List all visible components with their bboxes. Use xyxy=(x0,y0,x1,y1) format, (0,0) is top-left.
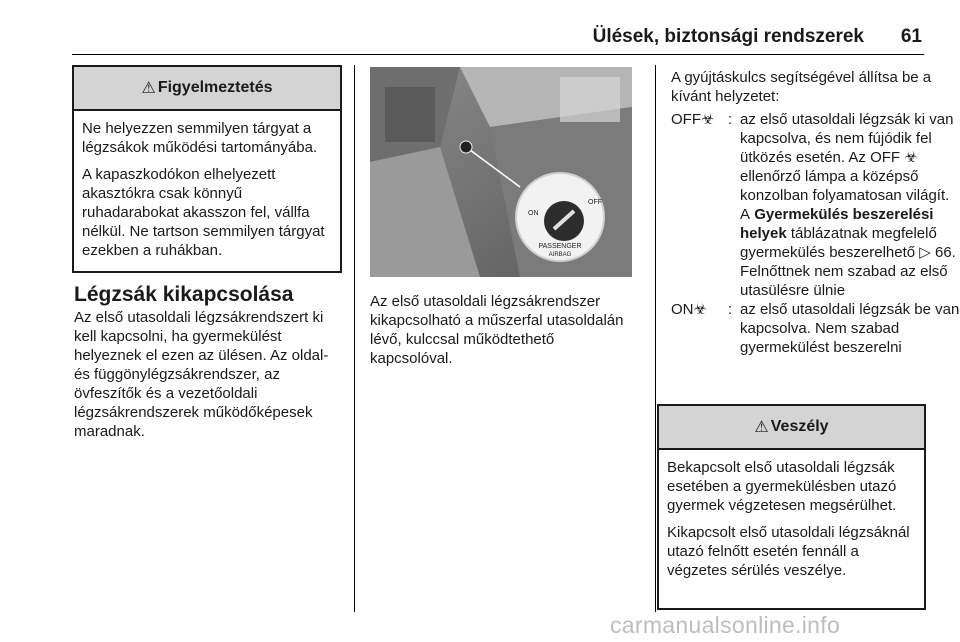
column-divider-left xyxy=(354,65,355,612)
figure-caption: Az első utasoldali légzsákrendszer kikapcsolható a műszerfal utasoldalán lévő, kulccsal működtethető kapcsolóval. xyxy=(370,293,624,367)
danger-box-header xyxy=(659,406,924,450)
section-heading: Légzsák kikapcsolása xyxy=(74,283,294,306)
definition-text: az első utasoldali légzsák ki van kapcsolva, és nem fújódik fel ütközés esetén. Az OFF ☣ ellenőrző lámpa a középső konzolban folyamatosan világít. A Gyermekülés beszerelési helyek táblázatnak megfelelő gyermekülés beszerelhető ▷ 66. Felnőttnek nem szabad az első utasülésre ülnie xyxy=(740,111,956,299)
warning-box xyxy=(72,65,342,273)
watermark: carmanualsonline.info xyxy=(610,612,841,638)
running-header: Ülések, biztonsági rendszerek xyxy=(592,26,864,47)
intro-paragraph: A gyújtáskulcs segítségével állítsa be a kívánt helyzetet: xyxy=(671,69,932,105)
switch-airbag-label: AIRBAG xyxy=(548,252,572,258)
warning-triangle-icon: ⚠ xyxy=(754,419,769,436)
warning-paragraph: Ne helyezzen semmilyen tárgyat a légzsákok működési tartományába. xyxy=(82,120,318,156)
airbag-on-icon: ☣ xyxy=(693,301,707,318)
warning-box-body xyxy=(74,111,340,260)
definition-text: az első utasoldali légzsák be van kapcsolva. Nem szabad gyermekülést beszerelni xyxy=(740,301,960,356)
switch-on-label: ON xyxy=(528,210,539,217)
danger-paragraph: Kikapcsolt első utasoldali légzsáknál utazó felnőtt esetén fennáll a végzetes sérülés veszélye. xyxy=(667,524,910,579)
switch-off-label: OFF xyxy=(588,199,602,206)
danger-box-title: Veszély xyxy=(770,418,829,435)
column-divider-right xyxy=(655,65,656,612)
warning-box-title: Figyelmeztetés xyxy=(157,79,273,96)
section-paragraph: Az első utasoldali légzsákrendszert ki kell kapcsolni, ha gyermekülést helyeznek el ezen az ülésen. Az oldal- és függönylégzsákrendszer, az övfeszítők és a vezetőoldali légzsákrendszerek működőképesek maradnak. xyxy=(74,309,329,440)
definition-term: ON☣ xyxy=(671,301,707,318)
definition-term: OFF☣ xyxy=(671,111,715,128)
danger-paragraph: Bekapcsolt első utasoldali légzsák esetében a gyermekülésben utazó gyermek végzetesen megsérülhet. xyxy=(667,459,897,514)
airbag-off-icon: ☣ xyxy=(701,111,715,128)
header-rule xyxy=(72,54,924,55)
warning-triangle-icon: ⚠ xyxy=(141,80,156,97)
switch-passenger-label: PASSENGER xyxy=(538,243,582,250)
definition-colon: : xyxy=(728,301,733,318)
definition-off xyxy=(671,110,960,300)
danger-box-body xyxy=(659,450,924,580)
warning-box-header xyxy=(74,67,340,111)
switch-positions-list xyxy=(671,110,960,357)
warning-paragraph: A kapaszkodókon elhelyezett akasztókra csak könnyű ruhadarabokat akasszon fel, vállfa nélkül. Ne tartson semmilyen tárgyat ezekben a ruhákban. xyxy=(82,166,325,259)
definition-colon: : xyxy=(728,111,733,128)
airbag-off-inline-icon: ☣ xyxy=(904,149,918,166)
passenger-airbag-switch-photo xyxy=(370,67,632,277)
page-number: 61 xyxy=(900,26,922,47)
page-ref-icon: ▷ xyxy=(919,244,931,261)
danger-box xyxy=(657,404,926,610)
definition-on xyxy=(671,300,960,357)
